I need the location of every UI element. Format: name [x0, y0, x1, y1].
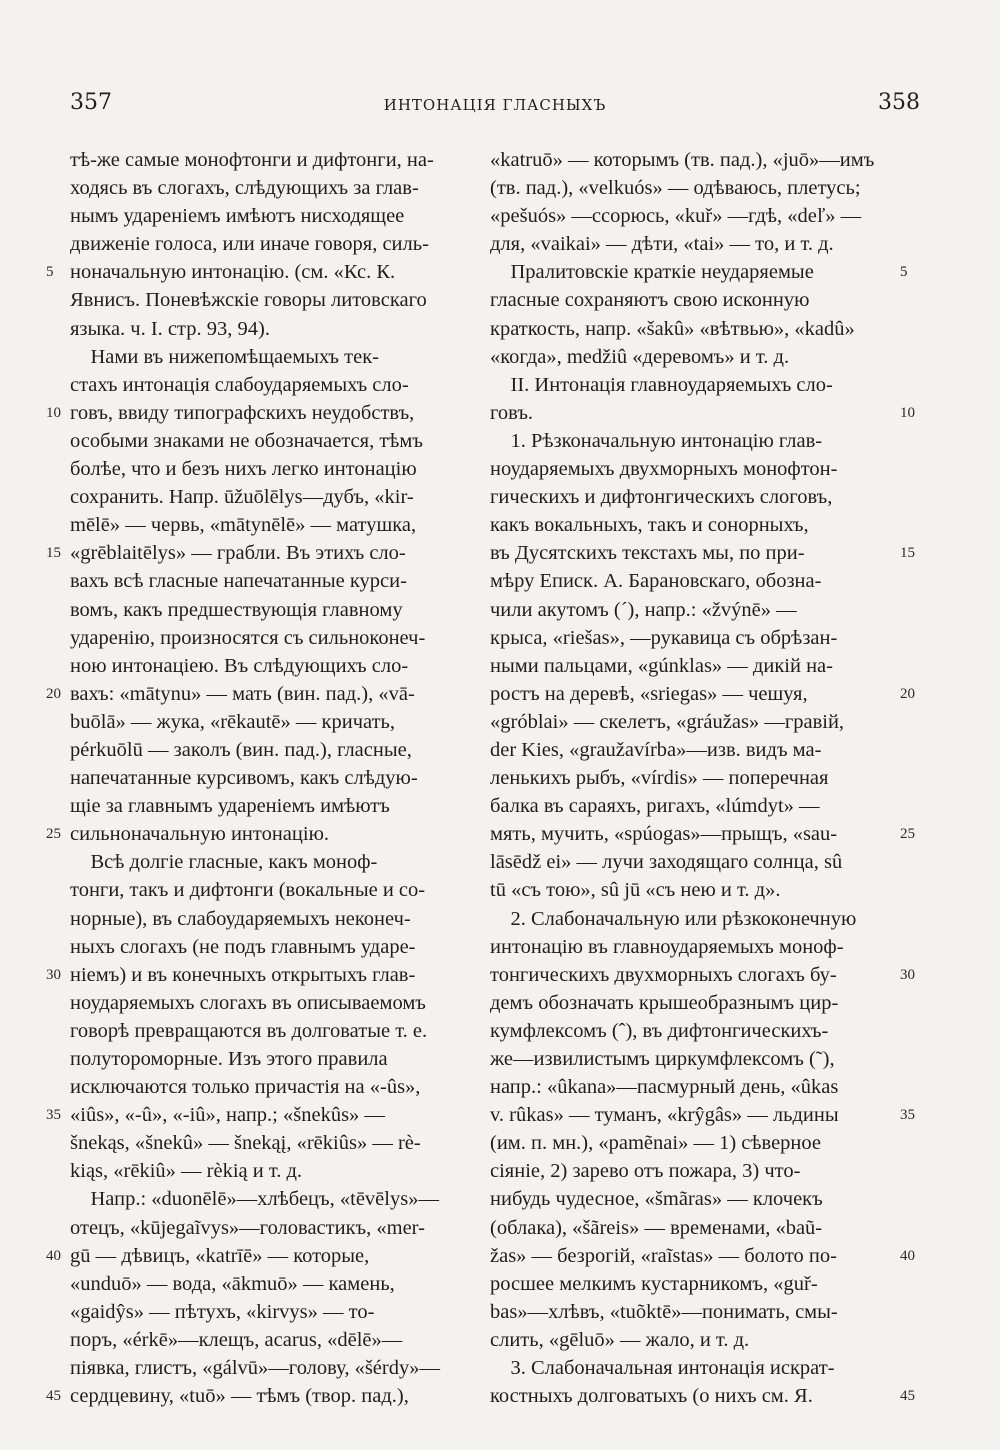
text-line: тѣ-же самые монофтонги и дифтонги, на- [70, 149, 434, 171]
text-line: нибудь чудесное, «šmãras» — клочекъ [490, 1188, 823, 1211]
text-line: піявка, глистъ, «gálvū»—голову, «šérdy»— [70, 1357, 440, 1380]
line-number: 35 [46, 1107, 61, 1124]
line-number: 25 [900, 826, 915, 843]
text-line: стахъ интонація слабоударяемыхъ сло- [70, 373, 409, 396]
text-line: buōlā» — жука, «rēkautē» — кричать, [70, 710, 396, 733]
text-line: поръ, «érkē»—клещъ, acarus, «dēlē»— [70, 1328, 403, 1351]
text-line: II. Интонація главноударяемыхъ сло- [490, 373, 833, 396]
text-line: (им. п. мн.), «pamẽnai» — 1) сѣверное [490, 1132, 821, 1155]
text-line: pérkuōlū — заколъ (вин. пад.), гласные, [70, 738, 412, 761]
line-number: 15 [46, 545, 61, 562]
text-line: исключаются только причастія на «-ûs», [70, 1076, 421, 1099]
text-line: Явнисъ. Поневѣжскіе говоры литовскаго [70, 289, 427, 312]
text-line: kiąs, «rēkiû» — rèkią и т. д. [70, 1160, 303, 1183]
text-line: тонгическихъ двухморныхъ слогахъ бу- [490, 963, 837, 986]
text-line: интонацію въ главноударяемыхъ моноф- [490, 935, 844, 958]
text-line: Пралитовскіе краткіе неударяемые [490, 261, 814, 284]
text-line: ходясь въ слогахъ, слѣдующихъ за глав- [70, 177, 419, 200]
text-line: lāsēdž ei» — лучи заходящаго солнца, sû [490, 851, 843, 874]
text-line: какъ вокальныхъ, такъ и сонорныхъ, [490, 514, 809, 537]
line-number: 20 [900, 685, 915, 702]
text-line: болѣе, что и безъ нихъ легко интонацію [70, 458, 417, 481]
text-line: отецъ, «kūjegaĩvys»—головастикъ, «mer- [70, 1216, 425, 1239]
text-line: ноначальную интонацію. (см. «Кс. К. [70, 261, 396, 284]
text-line: Нами въ нижепомѣщаемыхъ тек- [70, 345, 380, 368]
text-line: вахъ всѣ гласные напечатанные курси- [70, 570, 407, 593]
line-number: 40 [46, 1247, 61, 1264]
text-line: 3. Слабоначальная интонація искрат- [490, 1357, 835, 1380]
text-line: вахъ: «mātynu» — мать (вин. пад.), «vā- [70, 682, 415, 705]
text-line: щіе за главнымъ удареніемъ имѣютъ [70, 795, 390, 818]
text-line: мѣру Еписк. А. Барановскаго, обозна- [490, 570, 822, 593]
text-line: въ Дусятскихъ текстахъ мы, по при- [490, 542, 805, 565]
text-line: слить, «gēluō» — жало, и т. д. [490, 1328, 750, 1351]
text-line: гласные сохраняютъ свою исконную [490, 289, 810, 312]
text-line: же—извилистымъ циркумфлексомъ (˜), [490, 1048, 835, 1070]
text-line: «katruō» — которымъ (тв. пад.), «juō»—имъ [490, 149, 875, 171]
text-line: ноударяемыхъ слогахъ въ описываемомъ [70, 991, 426, 1014]
text-line: «когда», medžiû «деревомъ» и т. д. [490, 345, 790, 368]
text-line: гическихъ и дифтонгическихъ слоговъ, [490, 486, 833, 509]
line-number: 25 [46, 826, 61, 843]
text-line: сохранить. Напр. ūžuōlēlys—дубъ, «kir- [70, 486, 414, 509]
text-line: «gaidŷs» — пѣтухъ, «kirvys» — то- [70, 1300, 375, 1323]
text-line: кумфлексомъ (ˆ), въ дифтонгическихъ- [490, 1019, 829, 1042]
text-line: движеніе голоса, или иначе говоря, силь- [70, 233, 429, 256]
text-line: вомъ, какъ предшествующія главному [70, 598, 403, 621]
line-number: 40 [900, 1247, 915, 1264]
line-number: 45 [46, 1388, 61, 1405]
line-number: 30 [900, 966, 915, 983]
text-line: 2. Слабоначальную или рѣзкоконечную [490, 907, 857, 930]
text-line: сіяніе, 2) зарево отъ пожара, 3) что- [490, 1160, 801, 1183]
text-line: ноударяемыхъ двухморныхъ монофтон- [490, 458, 838, 481]
text-line: Напр.: «duonēlē»—хлѣбецъ, «tēvēlys»— [70, 1188, 439, 1211]
text-line: der Kies, «graužavírba»—изв. видъ ма- [490, 738, 822, 761]
text-line: žas» — безрогій, «raĩstas» — болото по- [490, 1244, 837, 1267]
text-line: «unduō» — вода, «ākmuō» — камень, [70, 1272, 395, 1295]
text-line: šnekąs, «šnekû» — šnekąį, «rēkiûs» — rè- [70, 1132, 421, 1155]
text-line: полутороморные. Изъ этого правила [70, 1048, 388, 1070]
line-number: 5 [900, 264, 908, 281]
page-number-left: 357 [70, 90, 112, 115]
line-number: 20 [46, 685, 61, 702]
text-line: «pešuós» —ссорюсь, «kuř» —гдѣ, «deľ» — [490, 205, 862, 228]
text-line: gū — дѣвицъ, «katrīē» — которые, [70, 1244, 370, 1267]
page-header [70, 90, 920, 130]
line-number: 10 [900, 404, 915, 421]
text-line: костныхъ долговатыхъ (о нихъ см. Я. [490, 1385, 813, 1408]
text-line: говъ. [490, 401, 534, 424]
text-line: мять, мучить, «spúogas»—прыщъ, «sau- [490, 823, 838, 846]
text-line: «gróblai» — скелетъ, «gráužas» —гравій, [490, 710, 845, 733]
line-number: 10 [46, 404, 61, 421]
text-line: росшее мелкимъ кустарникомъ, «guř- [490, 1272, 818, 1295]
line-number: 30 [46, 966, 61, 983]
line-number: 45 [900, 1388, 915, 1405]
text-line: говъ, ввиду типографскихъ неудобствъ, [70, 401, 415, 424]
text-line: норные), въ слабоударяемыхъ неконеч- [70, 907, 411, 930]
text-line: ніемъ) и въ конечныхъ открытыхъ глав- [70, 963, 416, 986]
text-line: напечатанные курсивомъ, какъ слѣдую- [70, 767, 418, 790]
text-line: Всѣ долгіе гласные, какъ моноф- [70, 851, 378, 874]
text-line: tū «съ тою», sû jū «съ нею и т. д». [490, 879, 781, 902]
text-line: ныхъ слогахъ (не подъ главнымъ ударе- [70, 935, 416, 958]
line-number: 5 [46, 264, 54, 281]
line-number: 15 [900, 545, 915, 562]
text-line: особыми знаками не обозначается, тѣмъ [70, 429, 423, 452]
text-line: демъ обозначать крышеобразнымъ цир- [490, 991, 839, 1014]
text-line: тонги, такъ и дифтонги (вокальные и со- [70, 879, 426, 902]
text-line: говорѣ превращаются въ долговатые т. е. [70, 1019, 428, 1042]
text-line: ростъ на деревѣ, «sriegas» — чешуя, [490, 682, 808, 705]
text-line: крыса, «riešas», —рукавица съ обрѣзан- [490, 626, 838, 649]
text-line: ленькихъ рыбъ, «vírdis» — поперечная [490, 767, 829, 790]
text-line: для, «vaikai» — дѣти, «tai» — то, и т. д. [490, 233, 834, 256]
text-line: сильноначальную интонацію. [70, 823, 330, 846]
text-line: краткость, напр. «šakû» «вѣтвью», «kadû» [490, 317, 855, 340]
text-line: сердцевину, «tuō» — тѣмъ (твор. пад.), [70, 1385, 409, 1408]
text-line: 1. Рѣзконачальную интонацію глав- [490, 429, 823, 452]
text-line: «grēblaitēlys» — грабли. Въ этихъ сло- [70, 542, 406, 565]
text-line: bas»—хлѣвъ, «tuõktē»—понимать, смы- [490, 1300, 838, 1323]
text-line: mēlē» — червь, «mātynēlē» — матушка, [70, 514, 417, 537]
text-line: v. rûkas» — туманъ, «krŷgâs» — льдины [490, 1104, 839, 1127]
right-text-column [490, 146, 890, 1410]
text-line: ною интонаціею. Въ слѣдующихъ сло- [70, 654, 409, 677]
text-line: (облака), «šãreis» — временами, «baũ- [490, 1216, 823, 1239]
text-line: (тв. пад.), «velkuós» — одѣваюсь, плетусь; [490, 177, 861, 200]
text-line: языка. ч. I. стр. 93, 94). [70, 317, 270, 340]
text-line: «iûs», «-û», «-iû», напр.; «šnekûs» — [70, 1104, 385, 1127]
text-line: напр.: «ûkana»—пасмурный день, «ûkas [490, 1076, 839, 1099]
text-line: ными пальцами, «gúnklas» — дикій на- [490, 654, 833, 677]
text-line: нымъ удареніемъ имѣютъ нисходящее [70, 205, 405, 228]
running-title: ИНТОНАЦІЯ ГЛАСНЫХЪ [383, 96, 607, 114]
text-line: ударенію, произносятся съ сильноконеч- [70, 626, 426, 649]
line-number: 35 [900, 1107, 915, 1124]
text-line: балка въ сараяхъ, ригахъ, «lúmdyt» — [490, 795, 820, 818]
left-text-column [70, 146, 492, 1410]
text-line: чили акутомъ (´), напр.: «žvýnē» — [490, 598, 797, 621]
page-number-right: 358 [878, 90, 920, 115]
